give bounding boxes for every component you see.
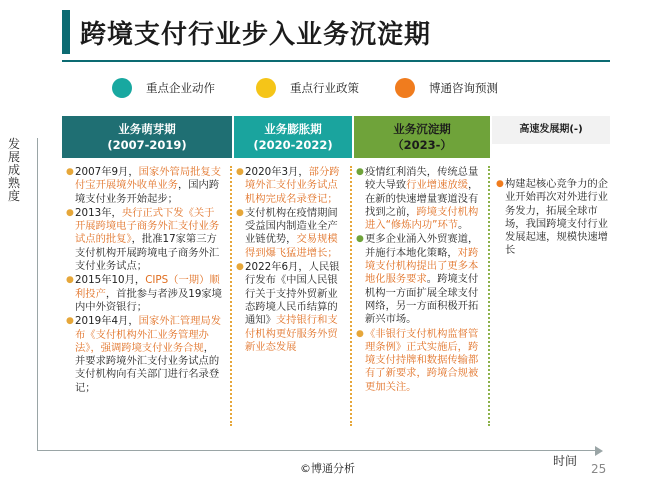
x-axis (37, 450, 597, 451)
source-footer: ©博通分析 (300, 462, 355, 475)
phase-header-4 (492, 116, 610, 144)
event-item (236, 261, 345, 354)
event-text: 构建起核心竞争力的企业开始再次对外进行业务发力，拓展全球市场，我国跨境支付行业发展起速，规模快速增长 (505, 178, 608, 257)
event-text: ，国内跨境支付业务开始起步； (75, 179, 220, 205)
event-highlight: CIPS（一期）顺利投产 (75, 274, 220, 300)
event-text: 。跨境支付机构一方面扩展全球支付网络，另一方面积极开拓新兴市场。 (365, 273, 479, 326)
title-divider (62, 60, 610, 62)
event-highlight: 部分跨境外汇支付业务试点机构完成名录登记； (245, 166, 340, 205)
event-item (356, 233, 483, 326)
phase-years: (2007-2019) (107, 138, 187, 152)
event-highlight: 国家外管局批复支付宝开展境外收单业务 (75, 166, 222, 192)
legend-label: 重点行业政策 (290, 81, 359, 95)
event-text: ，在新的快速增量赛道没有找到之前， (365, 179, 479, 218)
event-text: 更多企业涌入外贸赛道，并施行本地化策略， (365, 233, 479, 259)
event-highlight: 交易规模得到爆飞猛进增长； (245, 233, 338, 259)
event-text: 2020年3月， (245, 166, 309, 178)
phase-2-events (236, 166, 352, 426)
legend-dot-teal (112, 78, 132, 98)
x-axis-arrow-icon (595, 446, 603, 456)
event-item (356, 328, 483, 394)
bullet-icon: ● (496, 179, 504, 189)
phase-1-events (66, 166, 232, 426)
event-text: 。 (458, 219, 469, 232)
legend-dot-yellow (256, 78, 276, 98)
legend-item-forecast (395, 77, 498, 99)
event-text: 2022年6月，人民银行发布《中国人民银行关于支持外贸新业态跨境人民币结算的通知》 (245, 261, 340, 327)
legend-item-policy (256, 77, 359, 99)
title-accent-bar (62, 10, 70, 54)
page-title: 跨境支付行业步入业务沉淀期 (80, 20, 432, 50)
bullet-icon: ● (356, 328, 364, 339)
phase-years: （2023-） (392, 138, 452, 152)
event-item (496, 178, 610, 258)
bullet-icon: ● (236, 207, 244, 218)
event-item (66, 315, 224, 395)
y-axis (37, 138, 38, 450)
event-highlight: 行业增速放缓 (406, 179, 468, 192)
phase-name: 业务沉淀期 (393, 122, 451, 136)
phase-header-3 (354, 116, 490, 158)
x-axis-label: 时间 (553, 454, 578, 468)
event-highlight: 央行正式下发《关于开展跨境电子商务外汇支付业务试点的批复》 (75, 206, 220, 246)
phase-name: 业务萌芽期 (118, 122, 176, 136)
event-item (236, 166, 345, 206)
bullet-icon: ● (236, 262, 244, 273)
legend-dot-orange (395, 78, 415, 98)
legend-label: 重点企业动作 (146, 81, 215, 95)
event-highlight: 跨境支付机构进入“修炼内功”环节 (365, 205, 479, 232)
phase-header-2 (234, 116, 352, 158)
event-text: 2019年4月， (75, 315, 139, 328)
event-item (236, 207, 345, 260)
event-text: 支付机构在疫情期间受益国内制造业全产业链优势， (245, 206, 338, 246)
legend-label: 博通咨询预测 (429, 81, 498, 95)
bullet-icon: ● (66, 275, 74, 286)
phase-name: 业务膨胀期 (264, 122, 322, 136)
phase-3-events (356, 166, 490, 426)
bullet-icon: ● (356, 234, 364, 245)
event-highlight: 支持银行和支付机构更好服务外贸新业态发展 (245, 314, 338, 353)
event-item (356, 166, 483, 232)
event-text: 2013年， (75, 206, 122, 219)
event-text: 2007年9月， (75, 166, 139, 178)
phase-name: 高速发展期(-) (519, 124, 583, 135)
event-text: ，首批参与者涉及19家境内中外资银行； (75, 287, 222, 313)
bullet-icon: ● (356, 167, 364, 177)
event-highlight: 《非银行支付机构监督管理条例》正式实施后，跨境支付持牌和数据传输都有了新要求，跨境合规被更加关注。 (365, 327, 479, 393)
phase-4-events (496, 178, 610, 438)
event-highlight: 对跨境支付机构提出了更多本地化服务要求 (365, 246, 479, 286)
legend-item-company (112, 77, 215, 99)
phase-years: (2020-2022) (253, 138, 333, 152)
event-text: ，批准17家第三方支付机构开展跨境电子商务外汇支付业务试点； (75, 233, 220, 273)
bullet-icon: ● (66, 167, 74, 177)
event-item (66, 274, 224, 314)
phase-header-1 (62, 116, 232, 158)
event-text: 疫情红利消失，传统总量较大导致 (365, 166, 479, 192)
event-text: ，并要求跨境外汇支付业务试点的支付机构向有关部门进行名录登记； (75, 341, 220, 394)
bullet-icon: ● (236, 167, 244, 177)
event-highlight: 国家外汇管理局发布《支付机构外汇业务管理办法》，强调跨境支付业务合规 (75, 315, 222, 354)
y-axis-label: 发展成熟度 (8, 137, 21, 203)
event-text: 2015年10月， (75, 274, 146, 287)
bullet-icon: ● (66, 207, 74, 218)
event-item (66, 166, 224, 206)
event-item (66, 207, 224, 273)
page-number: 25 (591, 462, 607, 476)
bullet-icon: ● (66, 316, 74, 327)
